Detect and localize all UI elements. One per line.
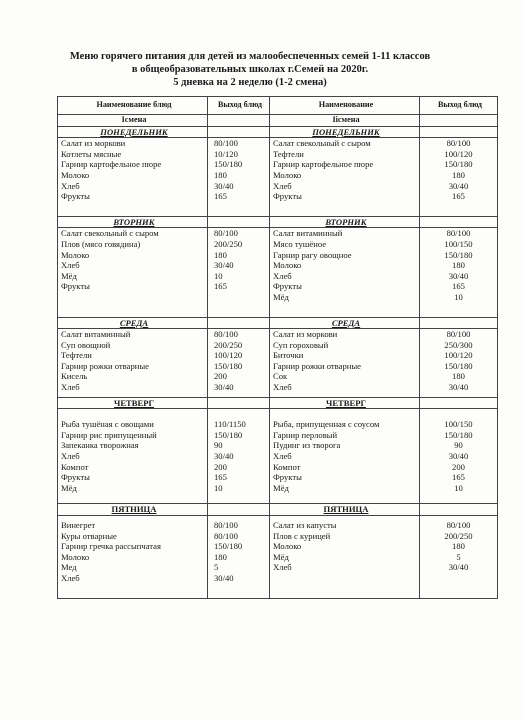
dish-output: 180: [452, 260, 465, 271]
dish-list-left: [58, 409, 208, 504]
title-line-1: Меню горячего питания для детей из малообеспеченных семей 1-11 классов: [69, 51, 431, 62]
day-label-right: ПЯТНИЦА: [270, 504, 420, 516]
dish-output: 80/100: [446, 138, 471, 149]
dish-output: 30/40: [214, 260, 234, 271]
dish-output: 165: [214, 472, 227, 483]
dish-name: Гарнир рожки отварные: [61, 360, 149, 371]
day-items-row: [58, 329, 498, 398]
dish-output: 200/250: [214, 339, 243, 350]
dish-name: Гарнир картофельное пюре: [273, 159, 374, 170]
dish-name: Хлеб: [273, 270, 292, 281]
dish-name: Хлеб: [273, 562, 292, 573]
dish-output: 100/120: [444, 148, 473, 159]
dish-name: Мёд: [273, 551, 289, 562]
output-list-left: [208, 228, 270, 317]
dish-name: Салат из моркови: [61, 138, 126, 149]
day-label-right: ВТОРНИК: [270, 216, 420, 228]
dish-name: Сок: [273, 371, 288, 382]
dish-output: 150/180: [444, 429, 473, 440]
output-list-left: [208, 516, 270, 599]
shift-left-empty: [208, 115, 270, 127]
dish-output: 10: [214, 270, 223, 281]
dish-list-right: [270, 329, 420, 398]
day-items-row: [58, 228, 498, 317]
dish-name: Мёд: [61, 270, 77, 281]
dish-name: Гарнир рагу овощное: [273, 249, 352, 260]
dish-output: 200/250: [214, 238, 243, 249]
dish-output: 100/150: [444, 238, 473, 249]
dish-output: 150/180: [444, 360, 473, 371]
dish-output: 165: [214, 191, 227, 202]
dish-name: Котлеты мясные: [61, 148, 122, 159]
day-label-right: ЧЕТВЕРГ: [270, 397, 420, 409]
dish-output: 80/100: [214, 138, 238, 149]
dish-name: Хлеб: [61, 451, 80, 462]
dish-output: 100/120: [214, 350, 243, 361]
day-label-left-empty: [208, 126, 270, 138]
output-list-right: [420, 228, 498, 317]
dish-name: Хлеб: [273, 382, 292, 393]
dish-list-left: [58, 516, 208, 599]
day-items-row: [58, 409, 498, 504]
title-line-3: 5 дневка на 2 неделю (1-2 смена): [173, 77, 327, 88]
dish-output: 200: [214, 371, 227, 382]
dish-list-right: [270, 138, 420, 217]
dish-name: Куры отварные: [61, 530, 117, 541]
dish-name: Хлеб: [273, 180, 292, 191]
menu-body: [58, 115, 498, 599]
dish-output: 165: [452, 472, 465, 483]
dish-output: 165: [214, 281, 227, 292]
menu-table: [57, 96, 498, 599]
dish-name: Пудинг из творога: [273, 440, 341, 451]
dish-name: Хлеб: [61, 572, 80, 583]
dish-output: 80/100: [446, 228, 471, 239]
day-label-left: ПЯТНИЦА: [58, 504, 208, 516]
dish-name: Молоко: [273, 260, 302, 271]
dish-output: 10: [454, 482, 463, 493]
dish-name: Салат витаминный: [61, 329, 131, 340]
day-header-row: [58, 504, 498, 516]
dish-output: 10: [454, 291, 463, 302]
dish-name: Хлеб: [61, 382, 80, 393]
dish-name: Мед: [61, 562, 77, 573]
dish-output: 200: [214, 461, 227, 472]
dish-list-left: [58, 138, 208, 217]
dish-output: 80/100: [446, 520, 471, 530]
title-line-2: в общеобразовательных школах г.Семей на 2020г.: [131, 64, 369, 75]
output-list-right: [420, 329, 498, 398]
day-label-right-empty: [420, 397, 498, 409]
shift-right: Iісмена: [270, 115, 420, 127]
dish-output: 30/40: [448, 270, 469, 281]
dish-output: 80/100: [214, 329, 238, 340]
dish-output: 165: [452, 191, 465, 202]
dish-list-left: [58, 228, 208, 317]
dish-list-left: [58, 329, 208, 398]
dish-output: 30/40: [448, 180, 469, 191]
dish-output: 30/40: [214, 572, 234, 583]
dish-name: Салат витаминный: [273, 228, 343, 239]
day-label-right-empty: [420, 216, 498, 228]
day-header-row: [58, 317, 498, 329]
output-list-right: [420, 516, 498, 599]
shift-row: [58, 115, 498, 127]
dish-output: 90: [214, 440, 223, 451]
dish-output: 165: [452, 281, 465, 292]
dish-list-right: [270, 228, 420, 317]
day-label-left-empty: [208, 397, 270, 409]
dish-name: Молоко: [273, 169, 302, 180]
dish-list-right: [270, 409, 420, 504]
dish-name: Компот: [61, 461, 89, 472]
dish-name: Салат из моркови: [273, 329, 338, 340]
dish-output: 110/1150: [214, 419, 246, 430]
dish-output: 10: [214, 482, 223, 493]
dish-name: Гарнир рис припущенный: [61, 429, 157, 440]
dish-output: 100/150: [444, 419, 473, 430]
dish-output: 200/250: [444, 530, 473, 541]
dish-name: Молоко: [273, 541, 302, 552]
dish-name: Кисель: [61, 371, 88, 382]
output-list-left: [208, 138, 270, 217]
dish-name: Хлеб: [273, 451, 292, 462]
dish-name: Мясо тушёное: [273, 238, 327, 249]
dish-output: 180: [452, 541, 465, 552]
dish-output: 30/40: [214, 382, 234, 393]
day-label-left: ЧЕТВЕРГ: [58, 397, 208, 409]
header-right-output: Выход блюд: [420, 97, 498, 115]
dish-output: 80/100: [446, 329, 471, 340]
dish-output: 80/100: [214, 228, 238, 239]
dish-name: Фрукты: [273, 281, 302, 292]
dish-name: Компот: [273, 461, 301, 472]
dish-name: Салат свекольный с сыром: [273, 138, 371, 149]
dish-output: 250/300: [444, 339, 473, 350]
day-label-right-empty: [420, 504, 498, 516]
dish-output: 30/40: [214, 451, 234, 462]
dish-name: Мёд: [61, 482, 77, 493]
day-label-right-empty: [420, 126, 498, 138]
output-list-right: [420, 138, 498, 217]
shift-right-empty: [420, 115, 498, 127]
dish-output: 5: [214, 562, 219, 573]
day-items-row: [58, 516, 498, 599]
output-list-left: [208, 409, 270, 504]
dish-name: Биточки: [273, 350, 304, 361]
day-label-left-empty: [208, 317, 270, 329]
day-label-right-empty: [420, 317, 498, 329]
day-items-row: [58, 138, 498, 217]
day-label-left-empty: [208, 216, 270, 228]
dish-output: 10/120: [214, 148, 238, 159]
output-list-right: [420, 409, 498, 504]
dish-output: 30/40: [214, 180, 234, 191]
day-header-row: [58, 397, 498, 409]
dish-name: Салат свекольный с сыром: [61, 228, 159, 239]
dish-name: Суп овощной: [61, 339, 111, 350]
dish-name: Салат из капусты: [273, 520, 337, 530]
dish-list-right: [270, 516, 420, 599]
dish-name: Гарнир рожки отварные: [273, 360, 361, 371]
output-list-left: [208, 329, 270, 398]
dish-output: 150/180: [214, 429, 243, 440]
dish-output: 80/100: [214, 530, 238, 541]
dish-name: Запеканка творожная: [61, 440, 139, 451]
shift-left: Iсмена: [58, 115, 208, 127]
dish-name: Фрукты: [273, 191, 302, 202]
day-label-left: ВТОРНИК: [58, 216, 208, 228]
dish-output: 180: [214, 169, 227, 180]
dish-name: Винегрет: [61, 520, 96, 530]
dish-name: Тефтели: [273, 148, 304, 159]
dish-name: Рыба, припущенная с соусом: [273, 419, 380, 430]
dish-name: Хлеб: [61, 180, 80, 191]
dish-output: 150/180: [214, 360, 243, 371]
dish-name: Хлеб: [61, 260, 80, 271]
day-header-row: [58, 216, 498, 228]
dish-name: Суп гороховый: [273, 339, 329, 350]
dish-output: 180: [452, 371, 465, 382]
dish-output: 180: [214, 249, 227, 260]
day-label-right: ПОНЕДЕЛЬНИК: [270, 126, 420, 138]
dish-name: Рыба тушёная с овощами: [61, 419, 154, 430]
dish-name: Плов (мясо говядина): [61, 238, 141, 249]
header-left-output: Выход блюд: [208, 97, 270, 115]
day-label-left: ПОНЕДЕЛЬНИК: [58, 126, 208, 138]
day-label-left: СРЕДА: [58, 317, 208, 329]
dish-name: Фрукты: [61, 191, 90, 202]
dish-name: Плов с курицей: [273, 530, 331, 541]
dish-name: Фрукты: [273, 472, 302, 483]
dish-name: Молоко: [61, 249, 90, 260]
dish-output: 30/40: [448, 382, 469, 393]
day-header-row: [58, 126, 498, 138]
dish-output: 80/100: [214, 520, 238, 530]
dish-output: 100/120: [444, 350, 473, 361]
dish-name: Мёд: [273, 482, 289, 493]
dish-name: Гарнир картофельное пюре: [61, 159, 162, 170]
dish-output: 150/180: [444, 159, 473, 170]
dish-output: 150/180: [214, 541, 243, 552]
day-label-right: СРЕДА: [270, 317, 420, 329]
header-left-name: Наименование блюд: [58, 97, 208, 115]
dish-output: 5: [456, 551, 461, 562]
dish-name: Гарнир перловый: [273, 429, 338, 440]
dish-name: Молоко: [61, 551, 90, 562]
dish-output: 30/40: [448, 562, 469, 573]
dish-output: 200: [452, 461, 465, 472]
header-right-name: Наименование: [270, 97, 420, 115]
dish-output: 90: [454, 440, 463, 451]
dish-output: 150/180: [444, 249, 473, 260]
dish-name: Мёд: [273, 291, 289, 302]
dish-name: Молоко: [61, 169, 90, 180]
dish-name: Фрукты: [61, 472, 90, 483]
dish-name: Фрукты: [61, 281, 90, 292]
dish-output: 180: [452, 169, 465, 180]
dish-name: Гарнир гречка рассыпчатая: [61, 541, 161, 552]
dish-name: Тефтели: [61, 350, 92, 361]
header-row: [58, 97, 498, 115]
menu-title: [40, 50, 460, 89]
dish-output: 180: [214, 551, 227, 562]
dish-output: 150/180: [214, 159, 243, 170]
dish-output: 30/40: [448, 451, 469, 462]
day-label-left-empty: [208, 504, 270, 516]
